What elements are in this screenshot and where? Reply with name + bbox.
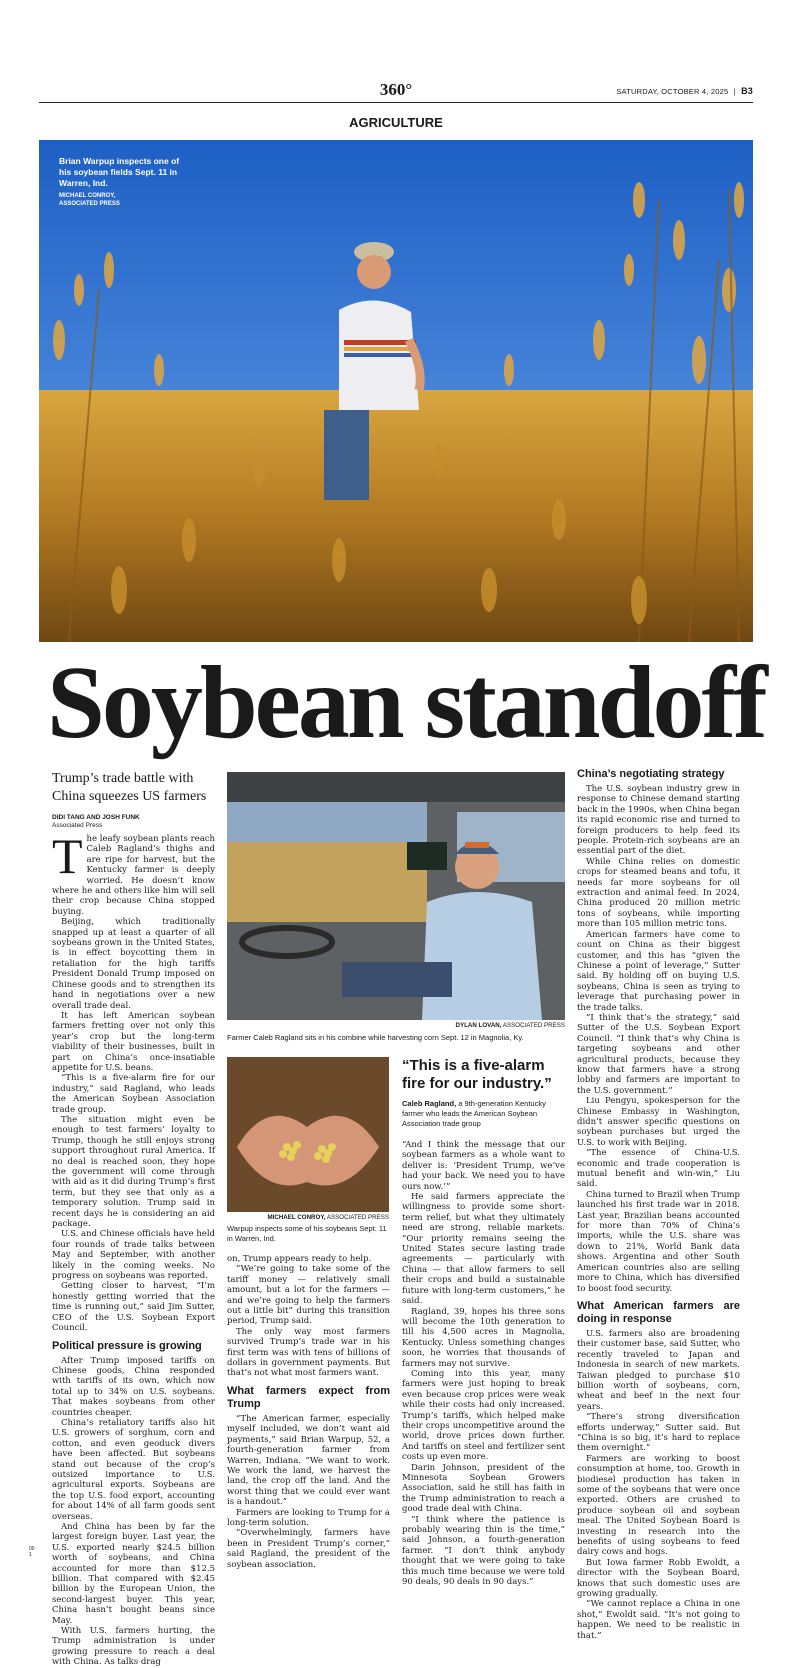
article-paragraph: “There’s strong diversification efforts underway,” Sutter said. But “China is so big, it’s hard to replace them overnight.” — [577, 1412, 740, 1454]
article-paragraph: “The essence of China-U.S. economic and trade cooperation is mutual benefit and win-win,” Liu said. — [577, 1148, 740, 1190]
photo-caption: Farmer Caleb Ragland sits in his combine while harvesting corn Sept. 12 in Magnolia, Ky. — [227, 1033, 524, 1042]
article-paragraph: U.S. farmers also are broadening their customer base, said Sutter, who recently traveled to Japan and Indonesia in search of new markets. Taiwan pledged to purchase $10 billion worth of soybeans, corn, wheat and beef in the next four years. — [577, 1328, 740, 1412]
article-paragraph: “And I think the message that our soybean farmers as a whole want to deliver is: ‘President Trump, we’ve had your back. We need you to have ours now.’” — [402, 1140, 565, 1192]
soybeans-hands-photo — [227, 1057, 389, 1212]
article-paragraph: Beijing, which traditionally snapped up at least a quarter of all soybeans grown in the United States, is in effect boycotting them in retaliation for the high tariffs President Donald Trump imposed on Chinese goods and to strengthen its hand in negotiations over a new overall trade deal. — [52, 917, 215, 1011]
credit-org: ASSOCIATED PRESS — [502, 1022, 565, 1029]
credit-name: DYLAN LOVAN, — [455, 1022, 502, 1029]
article-paragraph: U.S. and Chinese officials have held four rounds of trade talks between May and September, with another likely in the coming weeks. No progress on soybeans was reported. — [52, 1229, 215, 1282]
article-paragraph: Ragland, 39, hopes his three sons will become the 10th generation to till his 4,500 acres in Magnolia, Kentucky. Unless something changes soon, he worries that thousands of farmers may not survive. — [402, 1306, 565, 1369]
dek: Trump’s trade battle with China squeezes US farmers — [52, 771, 207, 804]
masthead-separator: | — [733, 87, 736, 96]
article-column-3 — [402, 1140, 565, 1587]
subhead: What farmers expect from Trump — [227, 1384, 390, 1410]
article-paragraph: “We cannot replace a China in one shot,” Ewoldt said. “It’s not going to happen. We need to be realistic in that.” — [577, 1599, 740, 1641]
article-paragraph: China turned to Brazil when Trump launched his first trade war in 2018. Last year, Brazilian beans accounted for more than 70% of China’s imports, while the U.S. share was down to 21%, World Bank data shows. Argentina and other South American countries also are selling more to China, which has diversified to boost food security. — [577, 1189, 740, 1294]
combine-photo — [227, 772, 565, 1020]
byline-org: Associated Press — [52, 822, 103, 829]
article-paragraph: The leafy soybean plants reach Caleb Ragland’s thighs and are ripe for harvest, but the Kentucky farmer is deeply worried. He doesn’t know where he and others like him will sell their crop because China stopped buying. — [52, 828, 215, 917]
credit-org: ASSOCIATED PRESS — [326, 1214, 389, 1221]
subhead: China’s negotiating strategy — [577, 768, 725, 780]
article-paragraph: “I think where the patience is probably wearing thin is the time,” said Johnson, a fourth-generation farmer. “I don’t think anybody thought that we were going to take this much time because we were told 90 deals, 90 deals in 90 days.” — [402, 1514, 565, 1588]
article-paragraph: Darin Johnson, president of the Minnesota Soybean Growers Association, said he still has faith in the Trump administration to reach a good trade deal with China. — [402, 1462, 565, 1515]
headline: Soybean standoff — [47, 645, 765, 760]
article-paragraph: Farmers are looking to Trump for a long-term solution. — [227, 1507, 390, 1528]
pull-quote: “This is a five-alarm fire for our industry.” — [402, 1057, 552, 1092]
photo-credit — [227, 1214, 389, 1221]
section-label: AGRICULTURE — [349, 115, 443, 130]
article-paragraph: Liu Pengyu, spokesperson for the Chinese Embassy in Washington, didn’t answer specific questions on soybean purchases but urged the U.S. to work with Beijing. — [577, 1096, 740, 1148]
article-column-1 — [52, 828, 215, 1668]
masthead-page: B3 — [741, 86, 753, 96]
subhead: What American farmers are doing in response — [577, 1299, 740, 1325]
article-paragraph: The U.S. soybean industry grew in response to Chinese demand starting back in the 1990s, when China began its rapid economic rise and turned to foreign producers to help feed its people. Protein-rich soybeans are an essential part of the diet. — [577, 784, 740, 857]
masthead-title: 360° — [379, 80, 413, 99]
pull-quote-name: Caleb Ragland, — [402, 1099, 457, 1108]
credit-name: MICHAEL CONROY, — [267, 1214, 326, 1221]
article-column-2 — [227, 1254, 390, 1570]
masthead-dateline — [616, 86, 753, 96]
article-column-4 — [577, 768, 740, 1641]
soybean-field-illustration — [39, 140, 753, 642]
article-paragraph: While China relies on domestic crops for steamed beans and tofu, it needs far more soybeans for oil extraction and animal feed. In 2024, China produced 20 million metric tons of soybeans, while importing more than 105 million metric tons. — [577, 856, 740, 930]
article-paragraph: Farmers are working to boost consumption at home, too. Growth in biodiesel production has taken in some of the soybeans that were once exported. Others are crushed to produce soybean oil and soybean meal. The United Soybean Board is investing in research into the benefits of using soybeans to feed dairy cows and hogs. — [577, 1453, 740, 1558]
article-paragraph: And China has been by far the largest foreign buyer. Last year, the U.S. exported nearly $24.5 billion worth of soybeans, and China accounted for more than $12.5 billion. That compared with $2.45 billion by the European Union, the second-largest buyer. This year, China hasn’t bought beans since May. — [52, 1522, 215, 1626]
article-paragraph: But Iowa farmer Robb Ewoldt, a director with the Soybean Board, knows that such domestic uses are growing gradually. — [577, 1557, 740, 1600]
article-paragraph: “Overwhelmingly, farmers have been in President Trump’s corner,” said Ragland, the president of the soybean association. — [227, 1528, 390, 1570]
article-paragraph: After Trump imposed tariffs on Chinese goods, China responded with tariffs of its own, which now total up to 34% on U.S. soybeans. That makes soybeans from other countries cheaper. — [52, 1355, 215, 1418]
article-paragraph: The only way most farmers survived Trump’s trade war in his first term was with tens of billions of dollars in government payments. But that’s not what most farmers want. — [227, 1326, 390, 1379]
article-paragraph: With U.S. farmers hurting, the Trump administration is under growing pressure to reach a deal with China. As talks drag — [52, 1626, 215, 1668]
byline-names: DIDI TANG AND JOSH FUNK — [52, 814, 140, 821]
hero-caption: Brian Warpup inspects one of his soybean fields Sept. 11 in Warren, Ind. — [59, 156, 180, 188]
page-footer-marks — [29, 1546, 35, 1558]
photo-caption: Warpup inspects some of his soybeans Sept. 11 in Warren, Ind. — [227, 1224, 387, 1243]
article-paragraph: “This is a five-alarm fire for our industry,” said Ragland, who leads the American Soybean Association trade group. — [52, 1073, 215, 1115]
article-paragraph: Coming into this year, many farmers were just hoping to break even because crop prices were weak while their costs had only increased. Trump’s tariffs, which helped make their crops uncompetitive around the world, drove prices down further. And tariffs on steel and fertilizer sent costs up even more. — [402, 1368, 565, 1463]
hero-credit-org: ASSOCIATED PRESS — [59, 201, 120, 207]
subhead: Political pressure is growing — [52, 1339, 202, 1352]
article-paragraph: He said farmers appreciate the willingness to provide some short-term relief, but what they ultimately need are strong, reliable markets. “Our priority remains seeing the United States secure lasting trade agreements — particularly with China — that allow farmers to sell their crops and build a sustainable future with long-term customers,” he said. — [402, 1192, 565, 1307]
combine-cab-illustration — [227, 772, 565, 1020]
hero-photo — [39, 140, 753, 642]
article-paragraph: The situation might even be enough to test farmers’ loyalty to Trump, though he still enjoys strong support throughout rural America. If no deal is reached soon, they hope the government will come through with aid as it did during Trump’s first term, but they see that only as a temporary solution. Trump said in recent days he is considering an aid package. — [52, 1114, 215, 1230]
hero-credit-name: MICHAEL CONROY, — [59, 193, 116, 199]
article-paragraph: “We’re going to take some of the tariff money — relatively small amount, but a lot for the farmers — and we’re going to help the farmers out a little bit” during this transition period, Trump said. — [227, 1264, 390, 1327]
article-paragraph: China’s retaliatory tariffs also hit U.S. growers of sorghum, corn and cotton, and even geoduck divers have been affected. But soybeans stand out because of the crop’s outsized importance to U.S. agricultural exports. Soybeans are the top U.S. food export, accounting for about 14% of all farm goods sent overseas. — [52, 1417, 215, 1522]
pull-quote-source — [402, 1099, 565, 1129]
hero-credit — [59, 192, 120, 208]
article-paragraph: Getting closer to harvest, “I’m honestly getting worried that the time is running out,” said Jim Sutter, CEO of the U.S. Soybean Export Council. — [52, 1281, 215, 1334]
pull-quote-desc: a 9th-generation Kentucky farmer who leads the American Soybean Association trade group — [402, 1099, 546, 1128]
article-paragraph: American farmers have come to count on China as their biggest customer, and this has “given the Chinese a point of leverage,” Sutter said. By holding off on buying U.S. soybeans, China is seen as trying to leverage that purchasing power in the trade talks. — [577, 929, 740, 1013]
masthead-date: SATURDAY, OCTOBER 4, 2025 — [616, 87, 729, 96]
footer-mark: 00 — [29, 1546, 35, 1552]
hands-holding-soybeans-illustration — [227, 1057, 389, 1212]
photo-credit — [227, 1022, 565, 1029]
article-paragraph: “The American farmer, especially myself included, we don’t want aid payments,” said Brian Warpup, 52, a fourth-generation farmer from Warren, Indiana. “We want to work. We work the land, we harvest the land, the crop off the land. And the worst thing that we could ever want is a handout.” — [227, 1413, 390, 1508]
footer-mark: 1 — [29, 1552, 32, 1558]
article-paragraph: “I think that’s the strategy,” said Sutter of the U.S. Soybean Export Council. “I think that’s why China is targeting soybeans and other agricultural products, because they know that farmers have a strong lobby and farmers are important to the U.S. government.” — [577, 1012, 740, 1096]
article-paragraph: on, Trump appears ready to help. — [227, 1254, 372, 1264]
masthead — [39, 76, 753, 103]
article-paragraph: It has left American soybean farmers fretting over not only this year’s crop but the long-term viability of their businesses, built in part on China’s once-insatiable appetite for U.S. beans. — [52, 1010, 215, 1073]
drop-cap: T — [52, 828, 83, 884]
